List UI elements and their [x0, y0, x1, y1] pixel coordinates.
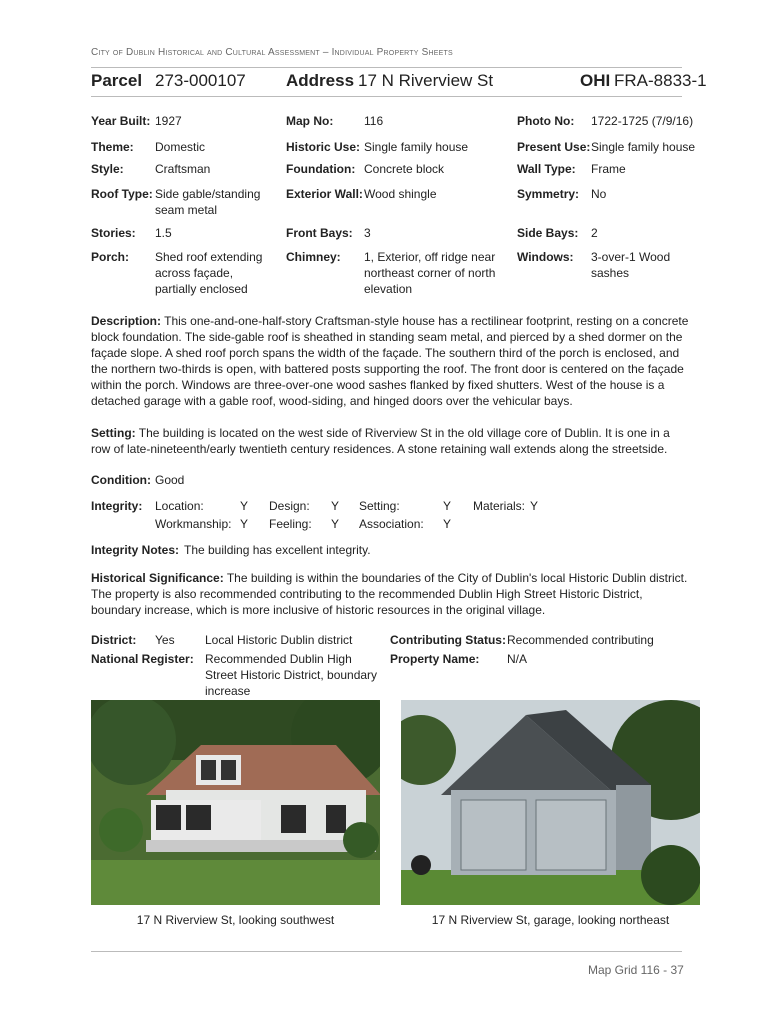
- stories-value: 1.5: [155, 226, 172, 240]
- integrity-workmanship-label: Workmanship:: [155, 517, 232, 531]
- integrity-workmanship-value: Y: [240, 517, 249, 531]
- integrity-association-value: Y: [443, 517, 452, 531]
- historic-use-value: Single family house: [364, 140, 469, 154]
- integrity-setting-value: Y: [443, 499, 452, 513]
- parcel-value: 273-000107: [155, 71, 246, 90]
- integrity-location-label: Location:: [155, 499, 204, 513]
- running-header: City of Dublin Historical and Cultural Assessment – Individual Property Sheets: [91, 47, 453, 58]
- roof-type-label: Roof Type:: [91, 187, 153, 201]
- integrity-notes-text: The building has excellent integrity.: [184, 543, 371, 557]
- map-no-label: Map No:: [286, 114, 334, 128]
- foundation-value: Concrete block: [364, 162, 445, 176]
- ohi-value: FRA-8833-1: [614, 71, 707, 90]
- district-label: District:: [91, 633, 137, 647]
- porch-label: Porch:: [91, 250, 130, 264]
- integrity-feeling-value: Y: [331, 517, 340, 531]
- historical-significance-label: Historical Significance:: [91, 571, 224, 585]
- present-use-label: Present Use:: [517, 140, 591, 154]
- integrity-design-value: Y: [331, 499, 340, 513]
- porch-value: Shed roof extending across façade, partially enclosed: [155, 250, 263, 296]
- integrity-design-label: Design:: [269, 499, 310, 513]
- house-photo: [91, 700, 380, 905]
- footer-rule: [91, 951, 682, 952]
- roof-type-value: Side gable/standing seam metal: [155, 187, 261, 217]
- photo-no-label: Photo No:: [517, 114, 575, 128]
- garage-photo: [401, 700, 700, 905]
- setting-text: The building is located on the west side of Riverview St in the old village core of Dublin. It is one in a row of late-nineteenth/early twentieth century residences. A stone retaining wall extends along the streetside.: [91, 426, 670, 456]
- setting-paragraph: [91, 425, 691, 457]
- year-built-label: Year Built:: [91, 114, 151, 128]
- stories-label: Stories:: [91, 226, 136, 240]
- foundation-label: Foundation:: [286, 162, 356, 176]
- wall-type-value: Frame: [591, 162, 626, 176]
- integrity-feeling-label: Feeling:: [269, 517, 312, 531]
- page-footer: Map Grid 116 - 37: [588, 963, 684, 977]
- integrity-materials-label: Materials:: [473, 499, 526, 513]
- windows-label: Windows:: [517, 250, 574, 264]
- integrity-notes-label: Integrity Notes:: [91, 543, 180, 557]
- house-photo-caption: 17 N Riverview St, looking southwest: [136, 913, 335, 927]
- parcel-label: Parcel: [91, 71, 143, 90]
- garage-photo-image: [401, 700, 700, 905]
- windows-value: 3-over-1 Wood sashes: [591, 250, 671, 280]
- style-value: Craftsman: [155, 162, 211, 176]
- property-name-value: N/A: [507, 652, 528, 666]
- contributing-status-label: Contributing Status:: [390, 633, 506, 647]
- setting-label: Setting:: [91, 426, 136, 440]
- wall-type-label: Wall Type:: [517, 162, 576, 176]
- style-label: Style:: [91, 162, 124, 176]
- condition-value: Good: [155, 473, 185, 487]
- symmetry-label: Symmetry:: [517, 187, 580, 201]
- national-register-label: National Register:: [91, 652, 194, 666]
- photo-no-value: 1722-1725 (7/9/16): [591, 114, 694, 128]
- address-value: 17 N Riverview St: [358, 71, 494, 90]
- front-bays-value: 3: [364, 226, 371, 240]
- title-rule: [91, 96, 682, 97]
- present-use-value: Single family house: [591, 140, 696, 154]
- theme-value: Domestic: [155, 140, 206, 154]
- map-no-value: 116: [364, 114, 384, 128]
- house-photo-image: [91, 700, 380, 905]
- integrity-materials-value: Y: [530, 499, 539, 513]
- integrity-setting-label: Setting:: [359, 499, 400, 513]
- address-label: Address: [286, 71, 355, 90]
- description-text: This one-and-one-half-story Craftsman-style house has a rectilinear footprint, resting on a concrete block foundation. The side-gable roof is sheathed in standing seam metal, and pierced by a shed dormer on the façade slope. A shed roof porch spans the width of the façade. The southern third of the porch is enclosed, and the northern two-thirds is open, with battered posts supporting the roof. The front door is centered on the façade within the porch. Windows are three-over-one wood sashes flanked by fixed shutters. West of the house is a detached garage with a gable roof, wood-siding, and hinged doors over the vehicular bays.: [91, 314, 689, 408]
- symmetry-value: No: [591, 187, 607, 201]
- district-yes: Yes: [155, 633, 175, 647]
- side-bays-value: 2: [591, 226, 598, 240]
- historic-use-label: Historic Use:: [286, 140, 361, 154]
- chimney-value: 1, Exterior, off ridge near northeast corner of north elevation: [364, 250, 496, 296]
- side-bays-label: Side Bays:: [517, 226, 579, 240]
- condition-label: Condition:: [91, 473, 151, 487]
- national-register-value: Recommended Dublin High Street Historic District, boundary increase: [205, 652, 378, 698]
- front-bays-label: Front Bays:: [286, 226, 353, 240]
- historical-significance-paragraph: [91, 570, 691, 618]
- description-label: Description:: [91, 314, 162, 328]
- garage-photo-caption: 17 N Riverview St, garage, looking northeast: [431, 913, 670, 927]
- integrity-location-value: Y: [240, 499, 249, 513]
- theme-label: Theme:: [91, 140, 134, 154]
- ohi-label: OHI: [580, 71, 611, 90]
- header-rule: [91, 67, 682, 68]
- exterior-wall-label: Exterior Wall:: [286, 187, 363, 201]
- contributing-status-value: Recommended contributing: [507, 633, 654, 647]
- year-built-value: 1927: [155, 114, 182, 128]
- historical-significance-text: The building is within the boundaries of the City of Dublin's local Historic Dublin district. The property is also recommended contributing to the recommended Dublin High Street Historic District, boundary increase, which is more inclusive of historic resources in the original village.: [91, 571, 688, 617]
- district-value: Local Historic Dublin district: [205, 633, 353, 647]
- chimney-label: Chimney:: [286, 250, 341, 264]
- integrity-association-label: Association:: [359, 517, 424, 531]
- integrity-label: Integrity:: [91, 499, 143, 513]
- description-paragraph: [91, 313, 691, 409]
- property-name-label: Property Name:: [390, 652, 480, 666]
- exterior-wall-value: Wood shingle: [364, 187, 437, 201]
